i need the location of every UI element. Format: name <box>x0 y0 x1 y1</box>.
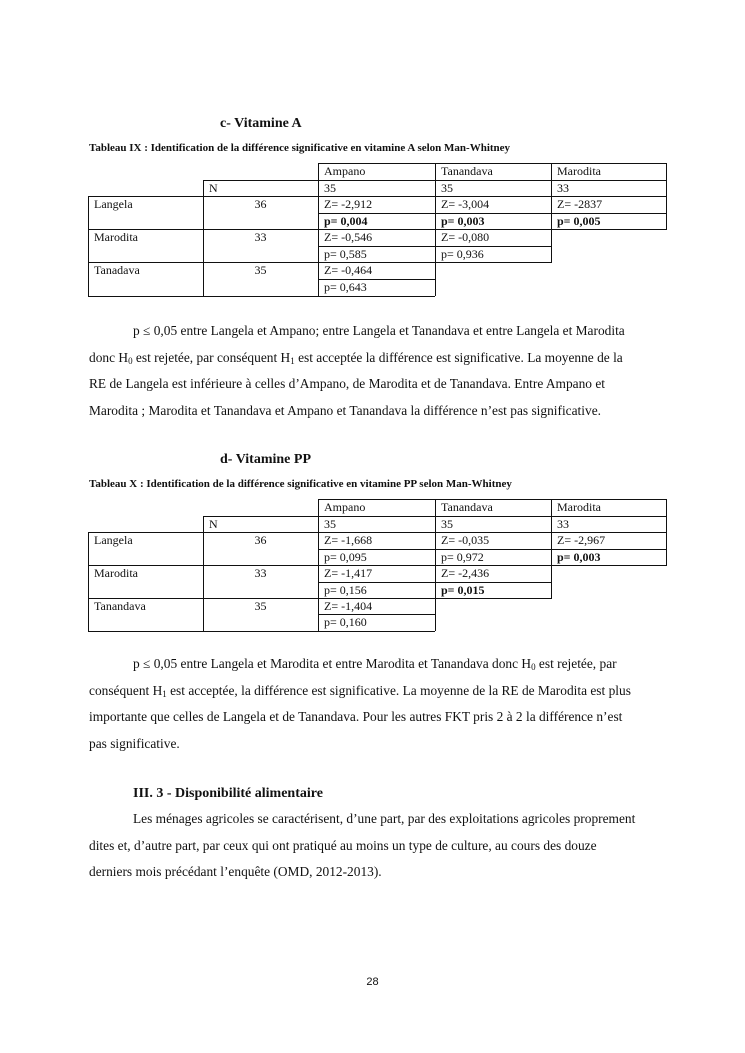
table-x-z-value: Z= -0,035 <box>441 533 490 547</box>
table-x-row-n: 36 <box>254 533 267 547</box>
table-x-caption: Tableau X : Identification de la différence significative en vitamine PP selon Man-Whitney <box>89 478 512 490</box>
table-x-n-tanandava: 35 <box>441 517 453 531</box>
section-heading-vitamine-a: c- Vitamine A <box>220 116 302 131</box>
table-x-p-value: p= 0,160 <box>324 615 367 629</box>
table-x-p-value: p= 0,003 <box>557 550 601 564</box>
table-ix-row-n: 33 <box>254 230 267 244</box>
table-ix-n-label: N <box>209 181 218 195</box>
table-ix-p-value: p= 0,585 <box>324 247 367 261</box>
table-ix-col-ampano: Ampano <box>324 164 366 178</box>
section-heading-vitamine-pp: d- Vitamine PP <box>220 452 311 467</box>
table-x-row-n: 33 <box>254 566 267 580</box>
table-x-row-name: Langela <box>94 533 133 547</box>
table-x-z-value: Z= -1,668 <box>324 533 373 547</box>
table-x-row-n: 35 <box>254 599 267 613</box>
table-ix-caption: Tableau IX : Identification de la différence significative en vitamine A selon Man-Whitney <box>89 142 511 154</box>
table-ix-row-name: Tanadava <box>94 263 140 277</box>
table-x-col-ampano: Ampano <box>324 500 366 514</box>
table-ix-col-marodita: Marodita <box>557 164 601 178</box>
table-ix-row-name: Marodita <box>94 230 138 244</box>
table-ix-n-ampano: 35 <box>324 181 336 195</box>
paragraph-disponibilite: Les ménages agricoles se caractérisent, d’une part, par des exploitations agricoles proprement dites et, d’autre part, par ceux qui ont pratiqué au moins un type de culture, au cours des douze derniers mois précédant l’enquête (OMD, 2012-2013). <box>89 811 636 879</box>
table-ix-row-n: 35 <box>254 263 267 277</box>
table-x-n-marodita: 33 <box>557 517 569 531</box>
table-x-p-value: p= 0,972 <box>441 550 484 564</box>
section-heading-disponibilite: III. 3 - Disponibilité alimentaire <box>133 786 323 801</box>
table-x-n-ampano: 35 <box>324 517 336 531</box>
table-x-n-label: N <box>209 517 218 531</box>
table-ix-z-value: Z= -0,464 <box>324 263 373 277</box>
table-x-p-value: p= 0,156 <box>324 583 367 597</box>
table-ix-p-value: p= 0,003 <box>441 214 485 228</box>
table-ix-z-value: Z= -3,004 <box>441 197 490 211</box>
table-x-z-value: Z= -1,404 <box>324 599 373 613</box>
page-number: 28 <box>366 976 379 988</box>
table-x-z-value: Z= -2,436 <box>441 566 490 580</box>
table-ix-z-value: Z= -2837 <box>557 197 603 211</box>
table-ix-col-tanandava: Tanandava <box>441 164 493 178</box>
paragraph-vitamine-pp-result: p ≤ 0,05 entre Langela et Marodita et entre Marodita et Tanandava donc $H_0$ est rejetée, par conséquent $H_1$ est acceptée, la différence est significative. La moyenne de la RE de Marodita est plus importante que celles de Langela et de Tanandava. Pour les autres FKT pris 2 à 2 la différence n’est pas significative. <box>89 656 631 751</box>
table-x-col-tanandava: Tanandava <box>441 500 493 514</box>
table-ix-z-value: Z= -2,912 <box>324 197 373 211</box>
table-x-p-value: p= 0,015 <box>441 583 485 597</box>
table-x-col-marodita: Marodita <box>557 500 601 514</box>
table-ix-z-value: Z= -0,080 <box>441 230 490 244</box>
table-ix-p-value: p= 0,643 <box>324 280 367 294</box>
table-x-row-name: Marodita <box>94 566 138 580</box>
table-ix-row-n: 36 <box>254 197 267 211</box>
table-x-p-value: p= 0,095 <box>324 550 367 564</box>
table-ix-p-value: p= 0,004 <box>324 214 368 228</box>
table-ix-p-value: p= 0,936 <box>441 247 484 261</box>
table-ix-row-name: Langela <box>94 197 133 211</box>
table-x-z-value: Z= -2,967 <box>557 533 606 547</box>
table-ix-p-value: p= 0,005 <box>557 214 601 228</box>
table-ix-n-marodita: 33 <box>557 181 569 195</box>
paragraph-vitamine-a-result: p ≤ 0,05 entre Langela et Ampano; entre Langela et Tanandava et entre Langela et Marodita donc $H_0$ est rejetée, par conséquent $H_1$ est acceptée la différence est significative. La moyenne de la RE de Langela est inférieure à celles d’Ampano, de Marodita et de Tanandava. Entre Ampano et Marodita ; Marodita et Tanandava et Ampano et Tanandava la différence n’est pas significative. <box>89 323 625 418</box>
table-x-row-name: Tanandava <box>94 599 146 613</box>
table-ix-n-tanandava: 35 <box>441 181 453 195</box>
table-ix-z-value: Z= -0,546 <box>324 230 373 244</box>
table-x-z-value: Z= -1,417 <box>324 566 373 580</box>
